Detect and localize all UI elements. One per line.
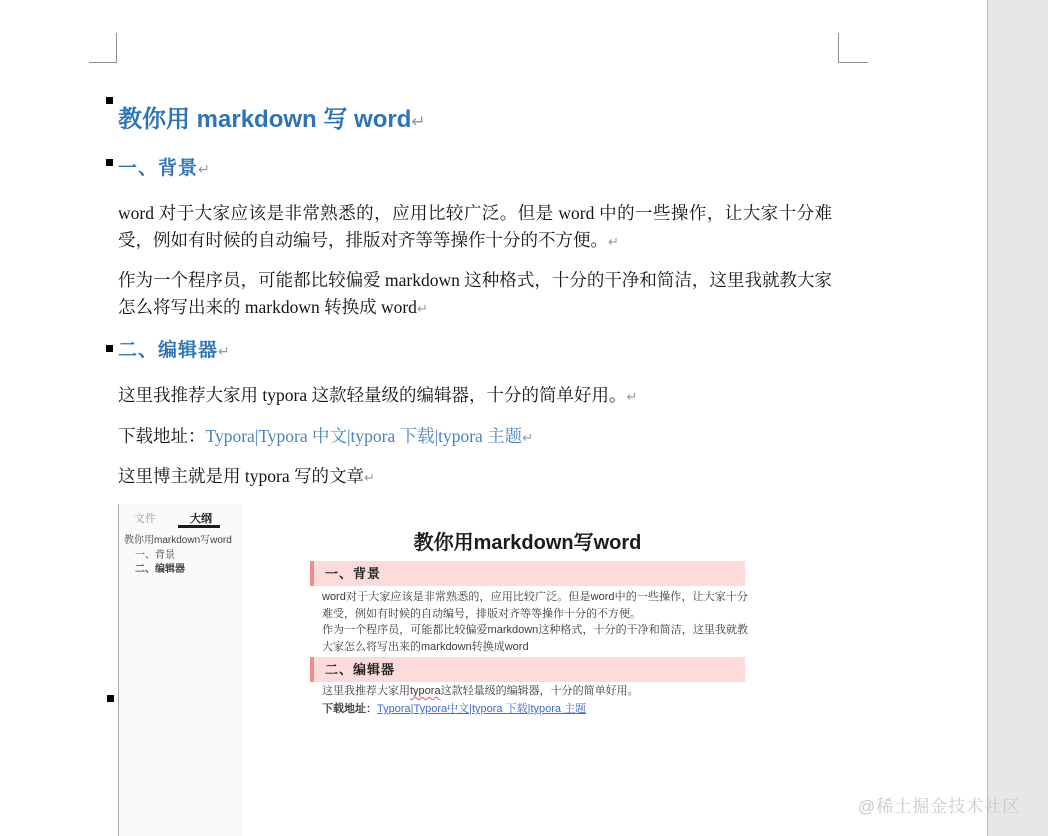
preview-outline-item: 教你用markdown写word: [124, 535, 232, 546]
preview-paragraph: word对于大家应该是非常熟悉的，应用比较广泛。但是word中的一些操作，让大家十分难受，例如有时候的自动编号，排版对齐等等操作十分的不方便。: [322, 591, 748, 620]
paragraph-mark-icon: ↵: [626, 390, 638, 405]
download-label: 下载地址：: [118, 426, 206, 446]
preview-tab-outline: 大纲: [190, 513, 212, 525]
preview-tab-active-underline: [178, 525, 220, 528]
preview-outline-item: 一、背景: [135, 550, 175, 561]
paragraph-mark-icon: ↵: [416, 302, 428, 317]
preview-heading-background: 一、背景: [310, 561, 745, 586]
heading-editor: [118, 339, 518, 364]
paragraph-mark-icon: ↵: [411, 112, 426, 132]
heading-marker-square: [106, 97, 113, 104]
document-title-text: 教你用 markdown 写 word: [118, 106, 412, 133]
paragraph-typora-recommend: [118, 382, 832, 411]
preview-download-line: [322, 701, 748, 718]
text-boundary-mark-top-right: [838, 33, 868, 63]
paragraph-mark-icon: ↵: [198, 162, 210, 178]
paragraph-text: 这里博主就是用 typora 写的文章: [118, 466, 364, 486]
document-title: [118, 104, 718, 138]
juejin-watermark: @稀土掘金技术社区: [858, 797, 1021, 816]
embedded-typora-screenshot[interactable]: [118, 504, 986, 836]
paragraph-mark-icon: ↵: [218, 344, 230, 360]
heading-marker-square: [106, 159, 113, 166]
paragraph-mark-icon: ↵: [608, 235, 619, 250]
preview-misspelled-word: typora: [410, 685, 441, 697]
paragraph-mark-icon: ↵: [522, 431, 534, 446]
heading-marker-square: [106, 345, 113, 352]
heading-background-text: 一、背景: [118, 158, 199, 179]
preview-paragraph: [322, 683, 748, 700]
page-canvas-edge: [987, 0, 1048, 836]
typora-download-link[interactable]: Typora|Typora 中文|typora 下载|typora 主题: [205, 426, 523, 446]
paragraph-download-address: [118, 423, 832, 452]
preview-outline-item: 二、编辑器: [135, 564, 185, 575]
paragraph-markdown-intro: [118, 267, 832, 323]
preview-download-label: 下载地址：: [322, 703, 377, 715]
preview-doc-title: 教你用markdown写word: [413, 532, 642, 554]
preview-paragraph-text: 这里我推荐大家用: [322, 685, 410, 697]
heading-background: [118, 157, 518, 182]
heading-editor-text: 二、编辑器: [118, 340, 219, 361]
paragraph-text: 作为一个程序员，可能都比较偏爱 markdown 这种格式，十分的干净和简洁，这里我就教大家怎么将写出来的 markdown 转换成 word: [118, 270, 832, 317]
preview-heading-editor: 二、编辑器: [310, 657, 745, 682]
paragraph-text: word 对于大家应该是非常熟悉的，应用比较广泛。但是 word 中的一些操作，让大家十分难受，例如有时候的自动编号，排版对齐等等操作十分的不方便。: [118, 203, 832, 250]
paragraph-text: 这里我推荐大家用 typora 这款轻量级的编辑器，十分的简单好用。: [118, 385, 627, 405]
preview-typora-link: Typora|Typora中文|typora 下载|typora 主题: [377, 703, 587, 715]
paragraph-written-with-typora: [118, 463, 832, 492]
image-anchor-square: [107, 695, 114, 702]
preview-paragraph-text: 这款轻量级的编辑器，十分的简单好用。: [440, 685, 639, 697]
text-boundary-mark-top-left: [89, 33, 117, 63]
preview-sidebar: [118, 504, 242, 836]
preview-tab-files: 文件: [134, 513, 156, 525]
paragraph-word-intro: [118, 200, 832, 256]
paragraph-mark-icon: ↵: [363, 471, 375, 486]
preview-paragraph: 作为一个程序员，可能都比较偏爱markdown这种格式，十分的干净和简洁，这里我就教大家怎么将写出来的markdown转换成word: [322, 624, 748, 653]
